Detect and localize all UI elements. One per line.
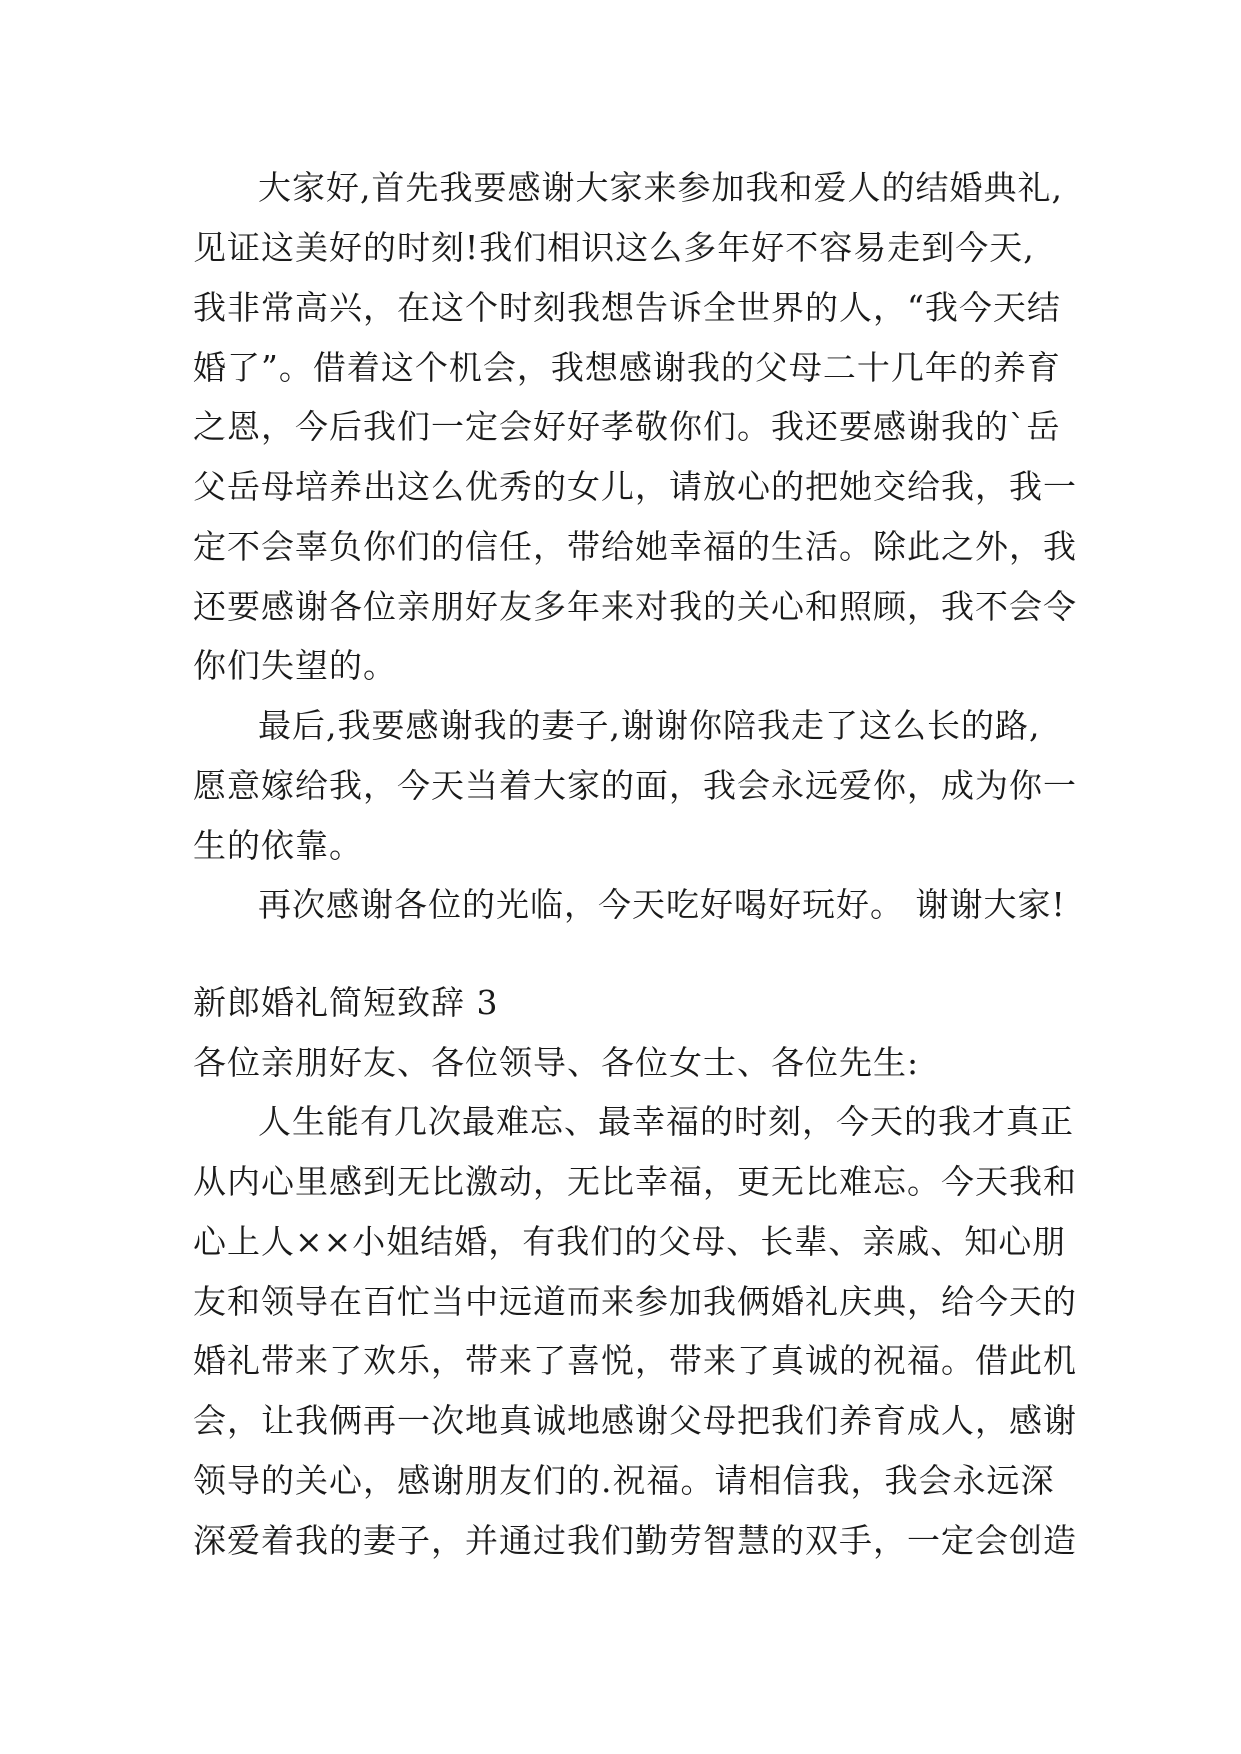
paragraph-line: 婚了”。借着这个机会，我想感谢我的父母二十几年的养育 (193, 348, 1061, 387)
paragraph-line: 领导的关心，感谢朋友们的.祝福。请相信我，我会永远深 (193, 1461, 1055, 1500)
paragraph-line: 之恩，今后我们一定会好好孝敬你们。我还要感谢我的`岳 (193, 407, 1061, 446)
paragraph-line: 人生能有几次最难忘、最幸福的时刻，今天的我才真正 (258, 1102, 1074, 1141)
paragraph-line: 会，让我俩再一次地真诚地感谢父母把我们养育成人，感谢 (193, 1401, 1077, 1440)
paragraph-line: 我非常高兴，在这个时刻我想告诉全世界的人，“我今天结 (193, 288, 1061, 327)
salutation-line: 各位亲朋好友、各位领导、各位女士、各位先生: (193, 1043, 920, 1082)
paragraph-line: 最后,我要感谢我的妻子,谢谢你陪我走了这么长的路, (258, 706, 1041, 745)
paragraph-line: 你们失望的。 (193, 646, 397, 685)
paragraph-line: 再次感谢各位的光临，今天吃好喝好玩好。 谢谢大家! (258, 885, 1066, 924)
paragraph-line: 父岳母培养出这么优秀的女儿，请放心的把她交给我，我一 (193, 467, 1077, 506)
paragraph-line: 友和领导在百忙当中远道而来参加我俩婚礼庆典，给今天的 (193, 1282, 1077, 1321)
paragraph-line: 见证这美好的时刻!我们相识这么多年好不容易走到今天, (193, 228, 1035, 267)
paragraph-line: 生的依靠。 (193, 826, 363, 865)
paragraph-line: 从内心里感到无比激动，无比幸福，更无比难忘。今天我和 (193, 1162, 1077, 1201)
paragraph-line: 婚礼带来了欢乐，带来了喜悦，带来了真诚的祝福。借此机 (193, 1341, 1077, 1380)
section-heading: 新郎婚礼简短致辞 3 (193, 983, 499, 1022)
paragraph-line: 定不会辜负你们的信任，带给她幸福的生活。除此之外，我 (193, 527, 1077, 566)
paragraph-line: 大家好,首先我要感谢大家来参加我和爱人的结婚典礼, (258, 168, 1063, 207)
paragraph-line: 还要感谢各位亲朋好友多年来对我的关心和照顾，我不会令 (193, 587, 1077, 626)
paragraph-line: 深爱着我的妻子，并通过我们勤劳智慧的双手，一定会创造 (193, 1521, 1077, 1560)
paragraph-line: 心上人××小姐结婚，有我们的父母、长辈、亲戚、知心朋 (193, 1222, 1067, 1261)
paragraph-line: 愿意嫁给我，今天当着大家的面，我会永远爱你，成为你一 (193, 766, 1077, 805)
